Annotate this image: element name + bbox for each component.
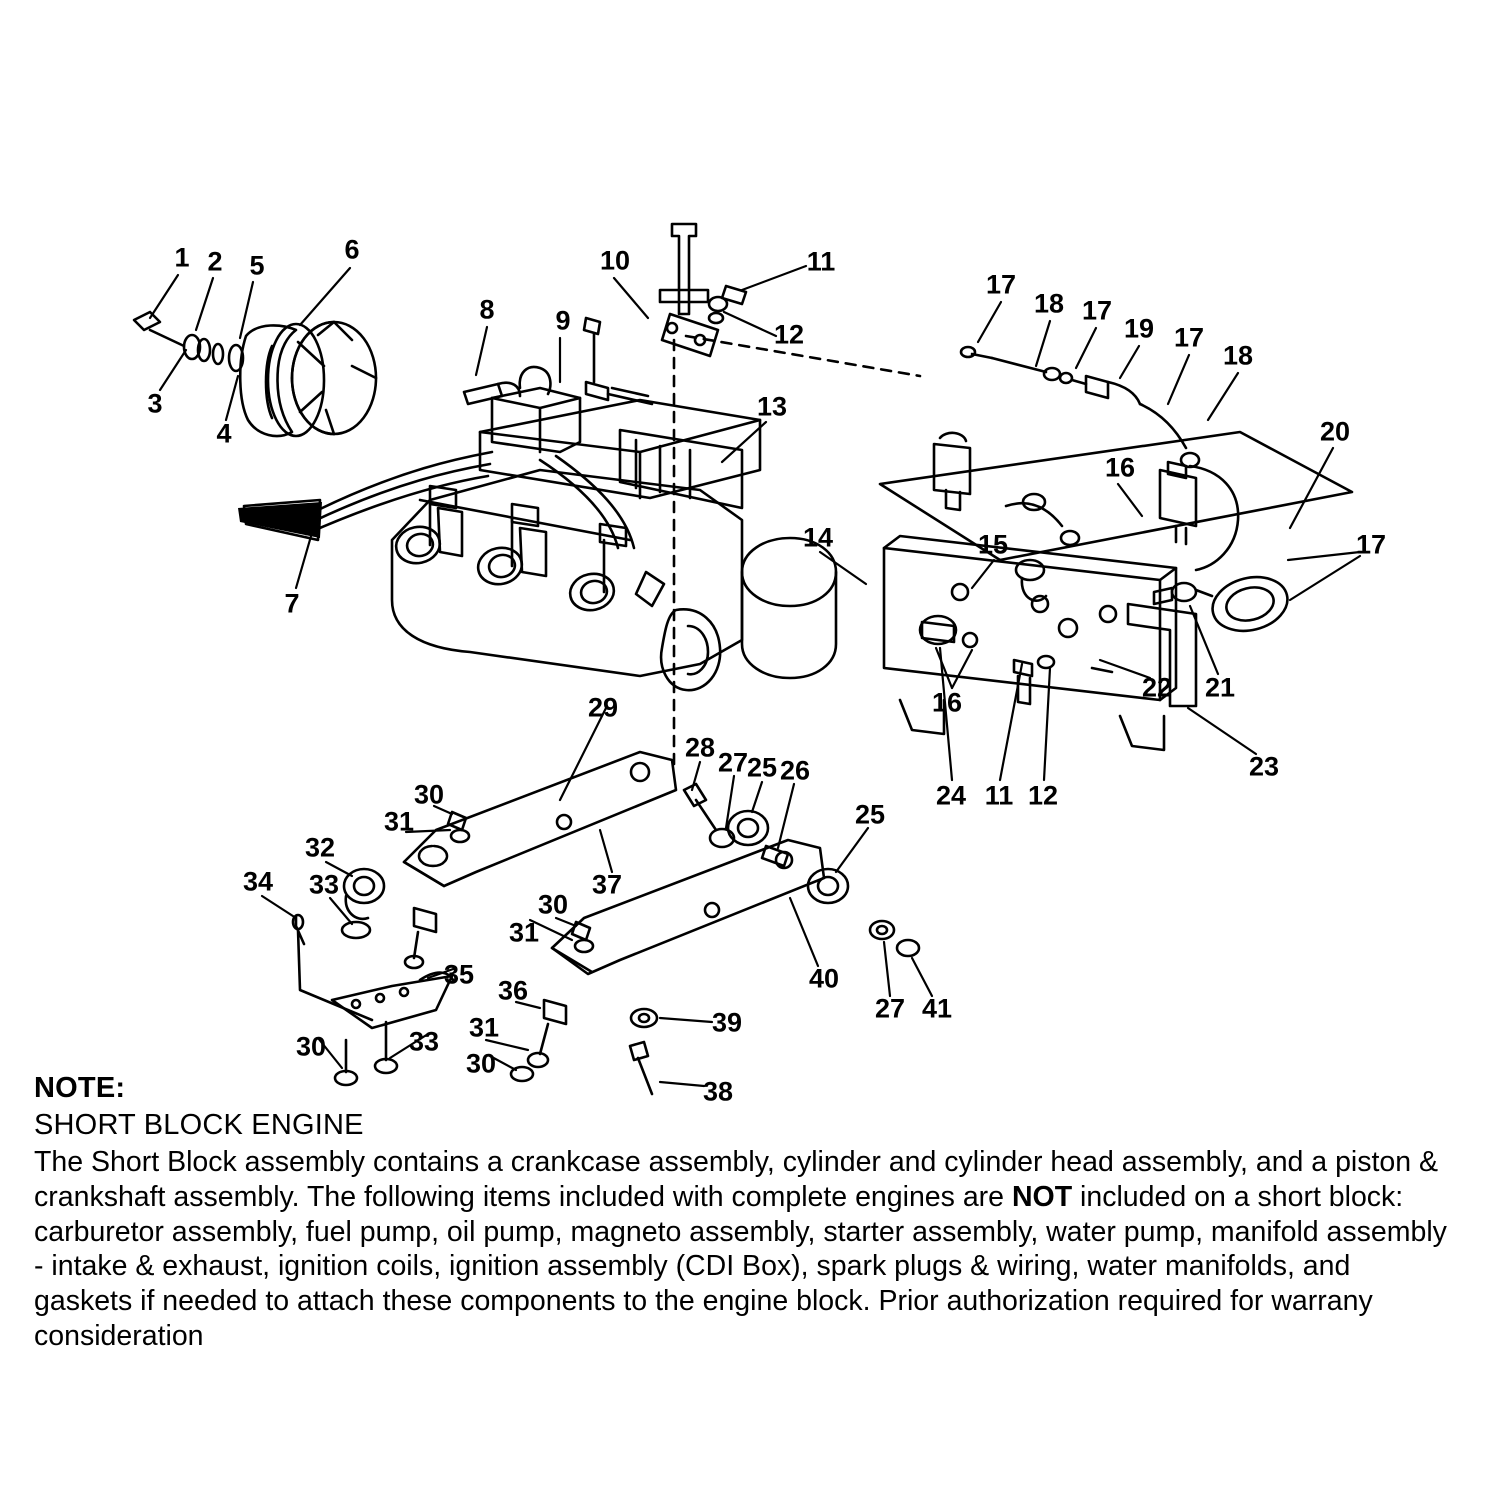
callout-number: 12: [773, 319, 805, 350]
callout-number: 34: [242, 866, 274, 897]
callout-number: 5: [249, 250, 265, 281]
callout-number: 1: [174, 242, 190, 273]
callout-number: 39: [711, 1007, 743, 1038]
callout-number: 30: [295, 1031, 327, 1062]
callout-number: 38: [702, 1076, 734, 1107]
callout-number: 31: [508, 917, 540, 948]
callout-number: 37: [591, 869, 623, 900]
callout-number: 3: [147, 388, 163, 419]
callout-number: 18: [1033, 288, 1065, 319]
callout-number: 10: [599, 245, 631, 276]
callout-number: 28: [684, 732, 716, 763]
note-body: [34, 1145, 1454, 1354]
note-block: [34, 1072, 1454, 1354]
callout-number: 7: [284, 588, 300, 619]
callout-number: 27: [717, 747, 749, 778]
callout-number: 41: [921, 993, 953, 1024]
note-body-emphasis: NOT: [1011, 1180, 1073, 1213]
callout-number: 27: [874, 993, 906, 1024]
callout-number: 24: [935, 780, 967, 811]
note-title: NOTE:: [34, 1072, 126, 1104]
callout-number: 35: [443, 959, 475, 990]
callout-number: 13: [756, 391, 788, 422]
callout-number: 6: [344, 234, 360, 265]
callout-number: 11: [806, 246, 836, 277]
callout-number: 17: [985, 269, 1017, 300]
callout-number: 31: [383, 806, 415, 837]
callout-number: 16: [1104, 452, 1136, 483]
callout-number: 17: [1355, 529, 1387, 560]
callout-number: 31: [468, 1012, 500, 1043]
callout-number: 36: [497, 975, 529, 1006]
callout-number: 14: [802, 522, 834, 553]
callout-number: 9: [555, 305, 571, 336]
callout-number: 4: [216, 418, 232, 449]
callout-number: 23: [1248, 751, 1280, 782]
callout-number: 26: [779, 755, 811, 786]
callout-number: 40: [808, 963, 840, 994]
callout-number: 19: [1123, 313, 1155, 344]
callout-number: 25: [854, 799, 886, 830]
callout-number: 29: [587, 692, 619, 723]
callout-number: 30: [465, 1048, 497, 1079]
callout-number: 20: [1319, 416, 1351, 447]
callout-number: 22: [1141, 672, 1173, 703]
callout-number: 25: [746, 752, 778, 783]
callout-number: 16: [931, 687, 963, 718]
callout-number: 21: [1204, 672, 1236, 703]
callout-number: 33: [408, 1026, 440, 1057]
callout-number: 32: [304, 832, 336, 863]
callout-number: 18: [1222, 340, 1254, 371]
callout-number: 2: [207, 246, 223, 277]
note-body-part2: included on a short block: carburetor assembly, fuel pump, oil pump, magneto assembly, starter assembly, water pump, manifold assembly - intake & exhaust, ignition coils, ignition assembly (CDI Box), spark plugs & wiring, water manifolds, and gaskets if needed to attach these components to the engine block. Prior authorization required for warrany consideration: [34, 1180, 1447, 1352]
callout-number: 30: [413, 779, 445, 810]
callout-number: 8: [479, 294, 495, 325]
callout-number: 17: [1081, 295, 1113, 326]
callout-number: 11: [984, 780, 1014, 811]
note-subtitle: SHORT BLOCK ENGINE: [34, 1109, 364, 1141]
note-body-part1: The Short Block assembly contains a crankcase assembly, cylinder and cylinder head assembly, and a piston & crankshaft assembly. The following items included with complete engines are: [34, 1146, 1439, 1213]
callout-number: 33: [308, 869, 340, 900]
callout-number: 17: [1173, 322, 1205, 353]
callout-number: 15: [977, 529, 1009, 560]
callout-number: 12: [1027, 780, 1059, 811]
callout-number: 30: [537, 889, 569, 920]
